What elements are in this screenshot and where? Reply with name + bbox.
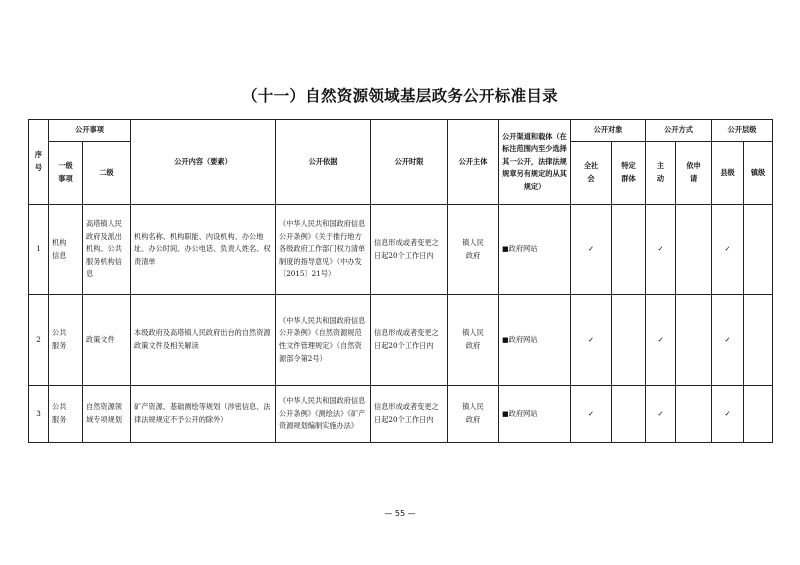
row-level2: 高塔镇人民政府及派出机构、公共服务机构信息	[83, 205, 131, 295]
table-row	[29, 386, 773, 443]
check-target-specific	[612, 205, 646, 295]
check-level-town	[744, 205, 773, 295]
row-channel-text: 政府网站	[508, 334, 538, 344]
row-content: 机构名称、机构职能、内设机构、办公地址、办公时间、办公电话、负责人姓名、权责清单	[131, 205, 276, 295]
header-channel: 公开渠道和载体（在标注范围内至少选择其一公开，法律法规规章另有规定的从其规定）	[499, 120, 571, 205]
check-method-active: ✓	[646, 205, 676, 295]
header-method-active: 主 动	[646, 142, 676, 205]
check-method-request	[676, 295, 712, 386]
row-level2: 自然资源领域专项规划	[83, 386, 131, 443]
row-seq: 2	[29, 295, 49, 386]
row-time: 信息形成或者变更之日起20个工作日内	[371, 386, 448, 443]
header-method-request: 依申 请	[676, 142, 712, 205]
check-target-all: ✓	[571, 205, 612, 295]
header-matter: 公开事项	[49, 120, 131, 142]
row-content: 矿产资源、基础测绘等规划（涉密信息、法律法规规定不予公开的除外）	[131, 386, 276, 443]
square-bullet-icon: ■	[502, 409, 509, 418]
header-subject: 公开主体	[448, 120, 499, 205]
row-channel-text: 政府网站	[508, 244, 538, 254]
row-level2: 政策文件	[83, 295, 131, 386]
check-level-town	[744, 295, 773, 386]
row-level1: 公共 服务	[49, 295, 83, 386]
check-method-request	[676, 205, 712, 295]
row-channel	[499, 205, 571, 295]
table-row	[29, 295, 773, 386]
row-basis: 《中华人民共和国政府信息公开条例》《测绘法》《矿产资源规划编制实施办法》	[276, 386, 371, 443]
page-number: — 55 —	[384, 509, 416, 518]
square-bullet-icon: ■	[502, 245, 509, 254]
row-channel	[499, 386, 571, 443]
row-time: 信息形成或者变更之日起20个工作日内	[371, 295, 448, 386]
check-method-active: ✓	[646, 295, 676, 386]
table-row	[29, 205, 773, 295]
header-basis: 公开依据	[276, 120, 371, 205]
row-content: 本级政府及高塔镇人民政府出台的自然资源政策文件及相关解读	[131, 295, 276, 386]
check-method-active: ✓	[646, 386, 676, 443]
header-level2: 二级	[83, 142, 131, 205]
page-title: （十一）自然资源领域基层政务公开标准目录	[241, 87, 558, 105]
check-target-all: ✓	[571, 386, 612, 443]
header-method: 公开方式	[646, 120, 712, 142]
header-row-top	[29, 120, 773, 142]
header-level-town: 镇级	[744, 142, 773, 205]
row-time: 信息形成或者变更之日起20个工作日内	[371, 205, 448, 295]
header-level-county: 县级	[712, 142, 744, 205]
check-level-county: ✓	[712, 386, 744, 443]
header-target: 公开对象	[571, 120, 646, 142]
header-target-all: 全社 会	[571, 142, 612, 205]
row-subject: 镇人民 政府	[448, 386, 499, 443]
row-subject: 镇人民 政府	[448, 205, 499, 295]
check-level-county: ✓	[712, 205, 744, 295]
header-time: 公开时限	[371, 120, 448, 205]
row-basis: 《中华人民共和国政府信息公开条例》《自然资源规范性文件管理规定》（自然资源部令第2号）	[276, 295, 371, 386]
header-content: 公开内容（要素）	[131, 120, 276, 205]
row-channel	[499, 295, 571, 386]
header-seq: 序 号	[29, 120, 49, 205]
check-method-request	[676, 386, 712, 443]
header-target-specific: 特定 群体	[612, 142, 646, 205]
row-basis: 《中华人民共和国政府信息公开条例》《关于推行地方各级政府工作部门权力清单制度的指导意见》（中办发〔2015〕21号）	[276, 205, 371, 295]
check-target-specific	[612, 295, 646, 386]
row-channel-text: 政府网站	[508, 408, 538, 418]
check-level-county: ✓	[712, 295, 744, 386]
square-bullet-icon: ■	[502, 335, 509, 344]
check-level-town	[744, 386, 773, 443]
header-level1: 一级 事项	[49, 142, 83, 205]
row-level1: 机构 信息	[49, 205, 83, 295]
row-subject: 镇人民 政府	[448, 295, 499, 386]
row-seq: 1	[29, 205, 49, 295]
standard-catalog-table	[28, 119, 773, 443]
header-level: 公开层级	[712, 120, 773, 142]
check-target-specific	[612, 386, 646, 443]
row-level1: 公共 服务	[49, 386, 83, 443]
check-target-all: ✓	[571, 295, 612, 386]
row-seq: 3	[29, 386, 49, 443]
